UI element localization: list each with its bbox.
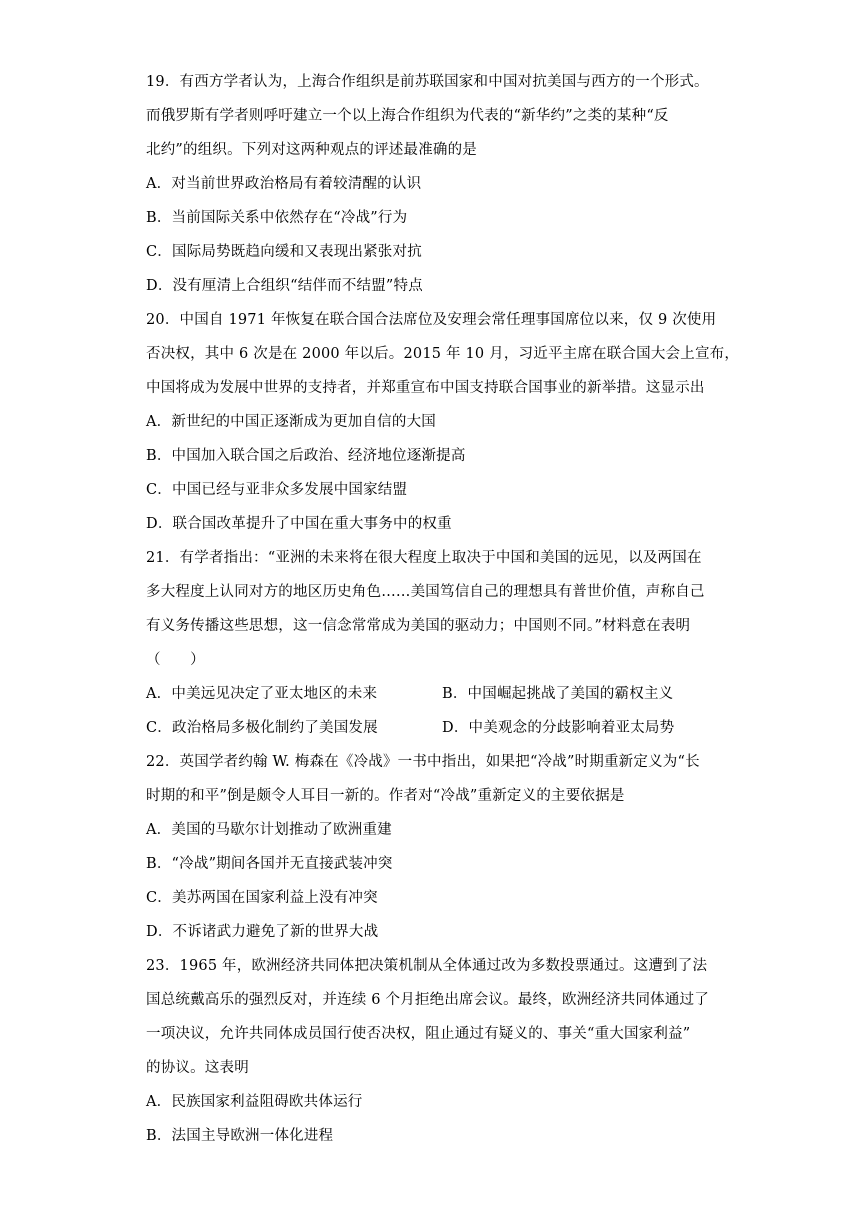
q20-option-b: B．中国加入联合国之后政治、经济地位逐渐提高	[146, 448, 466, 464]
q19-option-d: D．没有厘清上合组织“结伴而不结盟”特点	[146, 278, 423, 294]
q23-stem-line-3: 一项决议，允许共同体成员国行使否决权，阻止通过有疑义的、事关“重大国家利益”	[146, 1026, 691, 1042]
q20-stem-line-3: 中国将成为发展中世界的支持者，并郑重宣布中国支持联合国事业的新举措。这显示出	[146, 380, 705, 396]
q22-stem-line-2: 时期的和平”倒是颇令人耳目一新的。作者对“冷战”重新定义的主要依据是	[146, 788, 625, 804]
q19-option-a: A．对当前世界政治格局有着较清醒的认识	[146, 176, 422, 192]
q20-stem-line-1: 20．中国自 1971 年恢复在联合国合法席位及安理会常任理事国席位以来，仅 9 次使用	[146, 312, 717, 328]
q19-option-b: B．当前国际关系中依然存在“冷战”行为	[146, 210, 408, 226]
q20-option-d: D．联合国改革提升了中国在重大事务中的权重	[146, 516, 452, 532]
q21-option-d: D．中美观念的分歧影响着亚太局势	[442, 720, 675, 736]
q23-stem-line-1: 23．1965 年，欧洲经济共同体把决策机制从全体通过改为多数投票通过。这遭到了法	[146, 958, 708, 974]
q19-stem-line-3: 北约”的组织。下列对这两种观点的评述最准确的是	[146, 142, 478, 158]
q23-option-b: B．法国主导欧洲一体化进程	[146, 1128, 334, 1144]
q19-option-c: C．国际局势既趋向缓和又表现出紧张对抗	[146, 244, 422, 260]
q23-option-a: A．民族国家利益阻碍欧共体运行	[146, 1094, 363, 1110]
q23-stem-line-4: 的协议。这表明	[146, 1060, 249, 1076]
q22-option-c: C．美苏两国在国家利益上没有冲突	[146, 890, 378, 906]
q19-stem-line-2: 而俄罗斯有学者则呼吁建立一个以上海合作组织为代表的“新华约”之类的某种“反	[146, 108, 669, 124]
q21-stem-line-2: 多大程度上认同对方的地区历史角色……美国笃信自己的理想具有普世价值，声称自己	[146, 584, 705, 600]
q20-stem-line-2: 否决权，其中 6 次是在 2000 年以后。2015 年 10 月，习近平主席在联合国大会上宣布，	[146, 346, 740, 362]
q21-option-a: A．中美远见决定了亚太地区的未来	[146, 686, 378, 702]
q22-option-b: B．“冷战”期间各国并无直接武装冲突	[146, 856, 393, 872]
q21-stem-line-1: 21．有学者指出：“亚洲的未来将在很大程度上取决于中国和美国的远见，以及两国在	[146, 550, 702, 566]
q20-option-a: A．新世纪的中国正逐渐成为更加自信的大国	[146, 414, 436, 430]
q21-option-c: C．政治格局多极化制约了美国发展	[146, 720, 378, 736]
q19-stem-line-1: 19．有西方学者认为，上海合作组织是前苏联国家和中国对抗美国与西方的一个形式。	[146, 74, 709, 90]
q22-option-a: A．美国的马歇尔计划推动了欧洲重建	[146, 822, 392, 838]
q20-option-c: C．中国已经与亚非众多发展中国家结盟	[146, 482, 408, 498]
q22-stem-line-1: 22．英国学者约翰 W. 梅森在《冷战》一书中指出，如果把“冷战”时期重新定义为“长	[146, 754, 700, 770]
q21-stem-line-3: 有义务传播这些思想，这一信念常常成为美国的驱动力；中国则不同。”材料意在表明	[146, 618, 691, 634]
q21-option-b: B．中国崛起挑战了美国的霸权主义	[442, 686, 674, 702]
q23-stem-line-2: 国总统戴高乐的强烈反对，并连续 6 个月拒绝出席会议。最终，欧洲经济共同体通过了	[146, 992, 709, 1008]
q21-answer-bracket: （ ）	[146, 652, 205, 668]
q22-option-d: D．不诉诸武力避免了新的世界大战	[146, 924, 379, 940]
